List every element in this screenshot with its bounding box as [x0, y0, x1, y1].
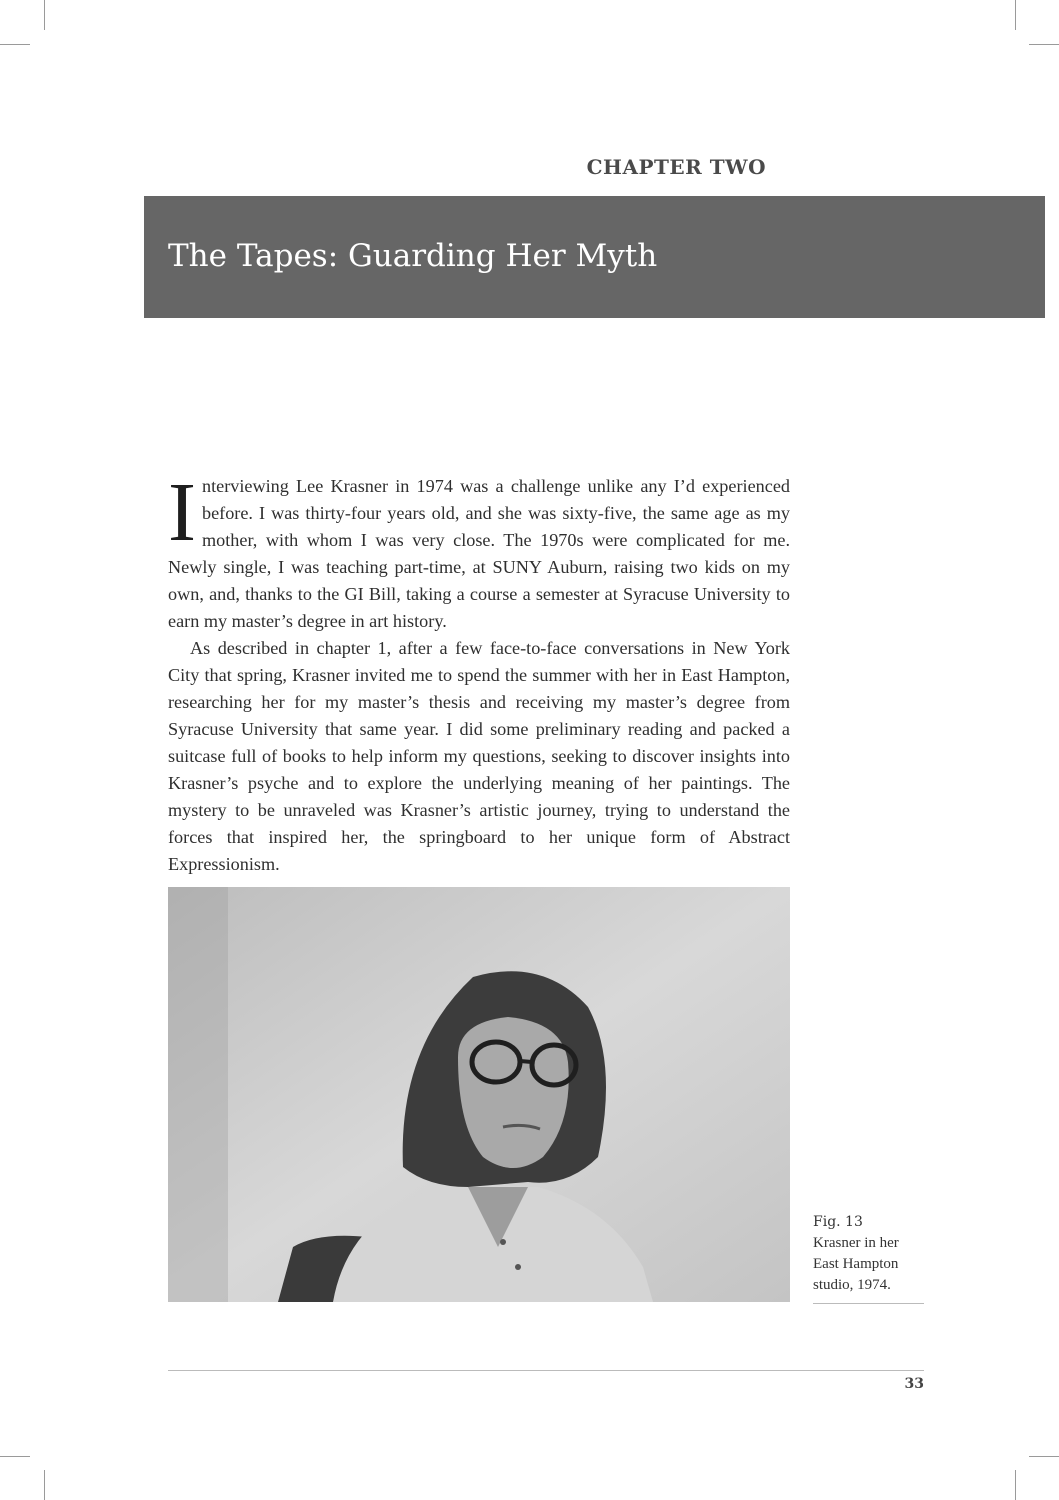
- paragraph: As described in chapter 1, after a few face-to-face conversations in New York City that spring, Krasner invited me to spend the summer with her in East Hampton, researching her for my master’s thesis and receiving my master’s degree from Syracuse University that same year. I did some preliminary reading and packed a suitcase full of books to help inform my questions, seeking to discover insights into Krasner’s psyche and to explore the underlying meaning of her paintings. The mystery to be unraveled was Krasner’s artistic journey, trying to understand the forces that inspired her, the springboard to her unique form of Abstract Expressionism.: [168, 638, 790, 874]
- figure-caption-text: Krasner in her East Hampton studio, 1974.: [813, 1235, 899, 1293]
- crop-mark: [1015, 1470, 1016, 1500]
- paragraph-text: nterviewing Lee Krasner in 1974 was a challenge unlike any I’d experienced before. I was thirty-four years old, and she was sixty-five, the same age as my mother, with whom I was very close. The 1970s were complicated for me. Newly single, I was teaching part-time, at SUNY Auburn, raising two kids on my own, and, thanks to the GI Bill, taking a course a semester at Syracuse University to earn my master’s degree in art history.: [168, 476, 790, 631]
- chapter-title-band: [144, 196, 1045, 318]
- body-text: [168, 466, 790, 878]
- crop-mark: [44, 1470, 45, 1500]
- paragraph: [168, 466, 790, 635]
- chapter-label: CHAPTER TWO: [586, 155, 766, 179]
- crop-mark: [1015, 0, 1016, 30]
- chapter-title: The Tapes: Guarding Her Myth: [168, 238, 658, 274]
- crop-mark: [0, 1456, 30, 1457]
- crop-mark: [0, 44, 30, 45]
- portrait-photo: [168, 887, 790, 1302]
- figure-label: Fig. 13: [813, 1214, 863, 1230]
- footer-divider: [168, 1370, 924, 1371]
- page-number: 33: [904, 1376, 924, 1392]
- crop-mark: [1029, 1456, 1059, 1457]
- caption-divider: [813, 1303, 924, 1304]
- crop-mark: [44, 0, 45, 30]
- drop-cap: I: [168, 466, 196, 559]
- figure-caption: [813, 1212, 925, 1296]
- crop-mark: [1029, 44, 1059, 45]
